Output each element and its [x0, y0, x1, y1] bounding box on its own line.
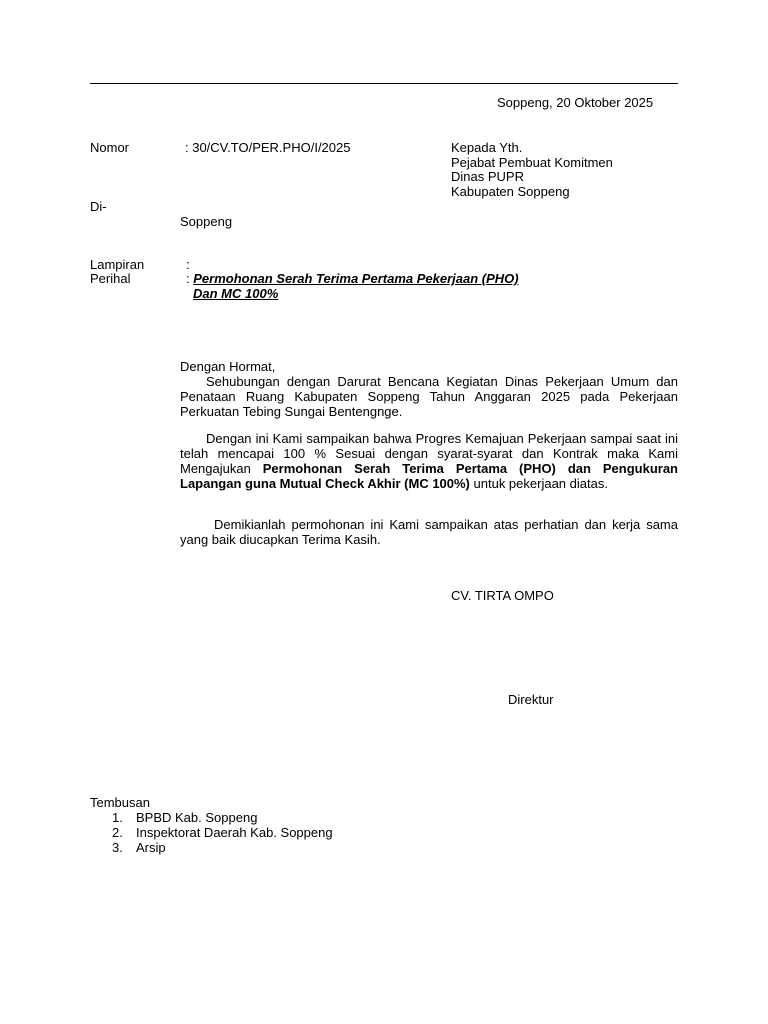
perihal-line-2: Dan MC 100% [193, 286, 279, 301]
body-paragraph-3 [180, 517, 678, 547]
perihal-label: Perihal [90, 271, 131, 286]
nomor-label: Nomor [90, 140, 130, 155]
cc-item-number: 3. [112, 840, 123, 855]
body-paragraph-1-text: Sehubungan dengan Darurat Bencana Kegiatan Dinas Pekerjaan Umum dan Penataan Ruang Kabupaten Soppeng Tahun Anggaran 2025 pada Pekerjaan Perkuatan Tebing Sungai Bentengnge. [180, 374, 678, 419]
lampiran-value: : [186, 257, 190, 272]
cc-item-text: BPBD Kab. Soppeng [136, 810, 258, 825]
cc-item [112, 825, 333, 840]
cc-item-text: Inspektorat Daerah Kab. Soppeng [136, 825, 333, 840]
perihal-subject [186, 271, 519, 286]
place-date: Soppeng, 20 Oktober 2025 [497, 95, 654, 110]
di-value: Soppeng [180, 214, 233, 229]
cc-item-number: 2. [112, 825, 123, 840]
body-paragraph-1 [180, 374, 678, 419]
nomor-value: : 30/CV.TO/PER.PHO/I/2025 [185, 140, 351, 155]
greeting: Dengan Hormat, [180, 359, 276, 374]
cc-item-text: Arsip [136, 840, 166, 855]
cc-item [112, 840, 333, 855]
lampiran-label: Lampiran [90, 257, 145, 272]
body-paragraph-2 [180, 431, 678, 491]
cc-list [112, 810, 333, 855]
body-paragraph-2-end: untuk pekerjaan diatas. [469, 476, 608, 491]
recipient-line-1: Kepada Yth. [451, 140, 523, 155]
cc-item-number: 1. [112, 810, 123, 825]
body-paragraph-2-start: Dengan ini Kami sampaikan bahwa Progres Kemajuan Pekerjaan sampai saat ini telah mencapai 100 % Sesuai dengan syarat-syarat dan Kontrak maka Kami Mengajukan [180, 431, 678, 476]
cc-item [112, 810, 333, 825]
company-name: CV. TIRTA OMPO [451, 588, 554, 603]
signatory-title: Direktur [508, 692, 554, 707]
di-label: Di- [90, 199, 107, 214]
cc-label: Tembusan [90, 795, 150, 810]
recipient-line-3: Dinas PUPR [451, 169, 524, 184]
body-paragraph-2-bold: Permohonan Serah Terima Pertama (PHO) dan Pengukuran Lapangan guna Mutual Check Akhir (MC 100%) [180, 461, 678, 491]
recipient-line-2: Pejabat Pembuat Komitmen [451, 155, 613, 170]
perihal-colon: : [186, 271, 194, 286]
body-paragraph-3-text: Demikianlah permohonan ini Kami sampaikan atas perhatian dan kerja sama yang baik diucapkan Terima Kasih. [180, 517, 678, 547]
header-rule [90, 83, 678, 84]
perihal-line-1: Permohonan Serah Terima Pertama Pekerjaan (PHO) [193, 271, 519, 286]
recipient-line-4: Kabupaten Soppeng [451, 184, 570, 199]
